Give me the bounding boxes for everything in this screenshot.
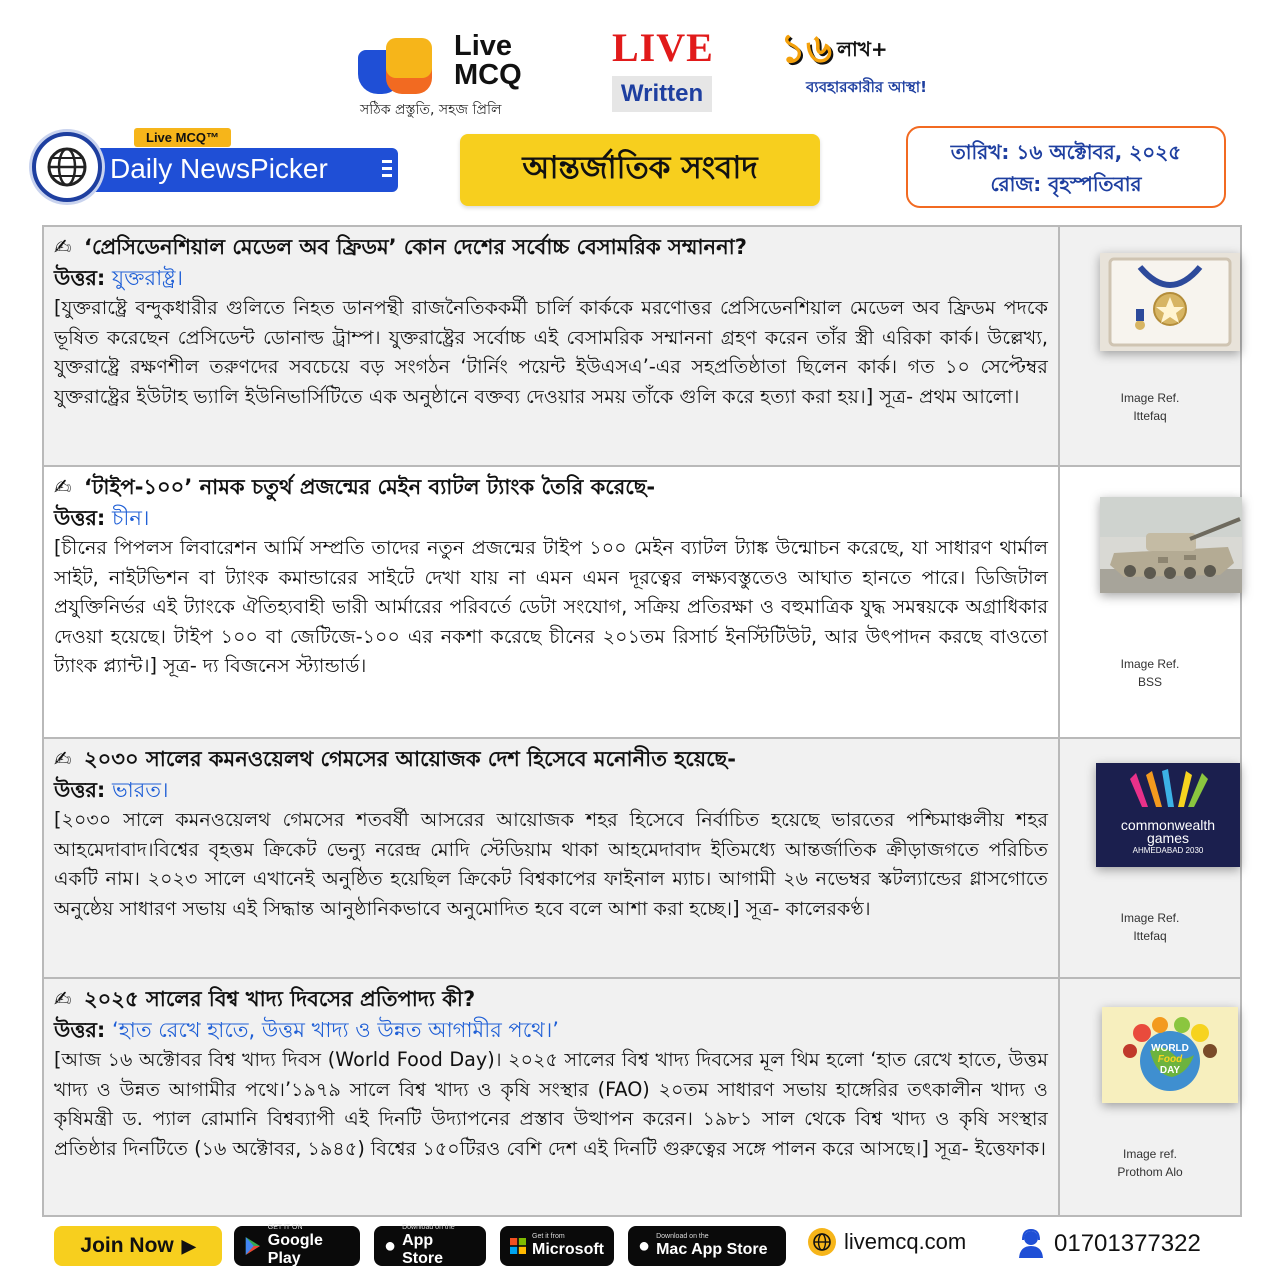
google-play-icon	[244, 1235, 262, 1257]
phone-user-icon	[1016, 1228, 1046, 1260]
medal-image	[1100, 253, 1240, 351]
livemcq-wordmark: Live MCQ	[454, 30, 522, 91]
image-ref: Image ref. Prothom Alo	[1117, 1147, 1183, 1179]
question-row	[44, 227, 1240, 467]
explanation-text: [যুক্তরাষ্ট্রে বন্দুকধারীর গুলিতে নিহত ডানপন্থী রাজনৈতিককর্মী চার্লি কার্ককে মরণোত্তর প্রেসিডেনশিয়াল মেডেল অব ফ্রিডম পদকে ভূষিত করেছেন প্রেসিডেন্ট ডোনাল্ড ট্রাম্প। যুক্তরাষ্ট্রের সর্বোচ্চ এই বেসামরিক সম্মাননা গ্রহণ করেন তাঁর স্ত্রী এরিকা কার্ক। উল্লেখ্য, যুক্তরাষ্ট্রে রক্ষণশীল তরুণদের সবচেয়ে বড় সংগঠন ‘টার্নিং পয়েন্ট ইউএসএ’-এর সহপ্রতিষ্ঠাতা ছিলেন কার্ক। গত ১০ সেপ্টেম্বর যুক্তরাষ্ট্রের ইউটাহ ভ্যালি ইউনিভার্সিটিতে এক অনুষ্ঠানে বক্তব্য দেওয়ার সময় তাঁকে গুলি করে হত্যা করা হয়।] সূত্র- প্রথম আলো।	[54, 296, 1048, 408]
question-cell	[44, 467, 1060, 737]
phone-text: 01701377322	[1054, 1230, 1201, 1257]
question-cell	[44, 739, 1060, 977]
writing-hand-icon: ✍	[54, 235, 72, 259]
newspicker-title: Daily NewsPicker	[110, 153, 328, 184]
question-text: ✍ ২০৩০ সালের কমনওয়েলথ গেমসের আয়োজক দেশ হিসেবে মনোনীত হয়েছে-	[54, 743, 1048, 775]
section-title: আন্তর্জাতিক সংবাদ	[522, 150, 758, 186]
users-badge	[780, 26, 980, 118]
answer-value: ভারত।	[112, 778, 169, 802]
users-tagline: ব্যবহারকারীর আস্থা!	[806, 78, 928, 96]
day-line: রোজ: বৃহস্পতিবার	[990, 172, 1142, 196]
image-ref: Image Ref. Ittefaq	[1120, 391, 1180, 423]
newspicker-badge: Live MCQ™	[134, 128, 231, 147]
question-text: ✍ ‘টাইপ-১০০’ নামক চতুর্থ প্রজন্মের মেইন ব্যাটল ট্যাংক তৈরি করেছে-	[54, 471, 1048, 503]
header-logos	[0, 22, 1280, 122]
website-link[interactable]	[808, 1228, 966, 1256]
answer-line: উত্তর: চীন।	[54, 506, 150, 530]
globe-icon	[32, 132, 102, 202]
world-food-day-image	[1102, 1007, 1238, 1103]
question-cell	[44, 227, 1060, 465]
question-row	[44, 467, 1240, 739]
image-ref: Image Ref. BSS	[1120, 657, 1180, 689]
join-now-button[interactable]	[54, 1226, 222, 1266]
answer-value: ‘হাত রেখে হাতে, উত্তম খাদ্য ও উন্নত আগামীর পথে।’	[112, 1018, 559, 1042]
image-cell	[1060, 979, 1240, 1215]
join-now-label: Join Now	[80, 1234, 174, 1257]
menu-lines-icon	[382, 160, 392, 181]
users-suffix: লাখ+	[837, 37, 888, 61]
wfd-text-2: Food	[1157, 1054, 1183, 1065]
question-table	[42, 225, 1242, 1217]
written-text: Written	[612, 76, 712, 112]
tank-image	[1100, 497, 1242, 593]
section-banner	[460, 134, 820, 206]
livemcq-logo[interactable]	[358, 30, 558, 122]
livemcq-mark-icon	[358, 38, 438, 98]
live-written-logo[interactable]	[612, 26, 712, 118]
writing-hand-icon: ✍	[54, 987, 72, 1011]
play-arrow-icon: ▶	[181, 1235, 196, 1256]
question-text: ✍ ২০২৫ সালের বিশ্ব খাদ্য দিবসের প্রতিপাদ্য কী?	[54, 983, 1048, 1015]
answer-line: উত্তর: যুক্তরাষ্ট্র।	[54, 266, 184, 290]
apple-icon: ●	[384, 1234, 397, 1257]
question-cell	[44, 979, 1060, 1215]
footer	[0, 1222, 1280, 1272]
explanation-text: [আজ ১৬ অক্টোবর বিশ্ব খাদ্য দিবস (World Food Day)। ২০২৫ সালের বিশ্ব খাদ্য দিবসের মূল থিম হলো ‘হাত রেখে হাতে, উত্তম খাদ্য ও উন্নত আগামীর পথে।’১৯৭৯ সালে বিশ্ব খাদ্য ও কৃষি সংস্থার (FAO) ২০তম সাধারণ সভায় হাঙ্গেরির তৎকালীন খাদ্য ও কৃষিমন্ত্রী ড. প্যাল রোমানি বিশ্বব্যাপী এই দিনটি উদ্যাপনের প্রস্তাব উত্থাপন করেন। ১৯৮১ সাল থেকে বিশ্ব খাদ্য ও কৃষি সংস্থার প্রতিষ্ঠার দিনটিতে (১৬ অক্টোবর, ১৯৪৫) বিশ্বের ১৫০টিরও বেশি দেশ এই দিনটি গুরুত্বের সঙ্গে পালন করে আসছে।] সূত্র- ইত্তেফাক।	[54, 1048, 1048, 1160]
cwg-text-2: games	[1146, 830, 1190, 846]
phone-link[interactable]	[1016, 1228, 1201, 1260]
apple-icon: ●	[638, 1234, 651, 1257]
image-cell	[1060, 739, 1240, 977]
commonwealth-games-image	[1096, 763, 1240, 867]
google-play-button[interactable]: GET IT ON Google Play	[234, 1226, 360, 1266]
microsoft-icon	[510, 1236, 526, 1256]
wfd-text-1: WORLD	[1151, 1043, 1189, 1054]
question-row	[44, 739, 1240, 979]
question-row	[44, 979, 1240, 1215]
website-text: livemcq.com	[844, 1229, 967, 1254]
image-cell	[1060, 227, 1240, 465]
cwg-text-1: commonwealth	[1120, 817, 1216, 833]
microsoft-store-button[interactable]: Get it from Microsoft	[500, 1226, 614, 1266]
answer-value: চীন।	[112, 506, 150, 530]
cwg-text-3: AHMEDABAD 2030	[1132, 846, 1204, 855]
app-store-button[interactable]: ● Download on the App Store	[374, 1226, 486, 1266]
image-cell	[1060, 467, 1240, 737]
explanation-text: [চীনের পিপলস লিবারেশন আর্মি সম্প্রতি তাদের নতুন প্রজন্মের টাইপ ১০০ মেইন ব্যাটল ট্যাঙ্ক উন্মোচন করেছে, যা সাধারণ থার্মাল সাইট, নাইটভিশন বা ট্যাংক কমান্ডারের সাইটে দেখা যায় না এমন এমন দূরত্বের লক্ষ্যবস্তুতেও আঘাত হানতে পারে। ডিজিটাল প্রযুক্তিনির্ভর এই ট্যাংকে ঐতিহ্যবাহী ভারী আর্মারের পরিবর্তে ডেটা সংযোগ, সক্রিয় প্রতিরক্ষা ও বহুমাত্রিক যুদ্ধ সমন্বয়কে অগ্রাধিকার দেওয়া হয়েছে। টাইপ ১০০ বা জেটিজে-১০০ এর নকশা করেছে চীনের ২০১তম রিসার্চ ইনস্টিটিউট, আর উৎপাদন করছে বাওতো ট্যাংক প্ল্যান্ট।] সূত্র- দ্য বিজনেস স্ট্যান্ডার্ড।	[54, 536, 1048, 677]
date-line: তারিখ: ১৬ অক্টোবর, ২০২৫	[950, 140, 1182, 164]
newspicker-logo	[30, 128, 402, 204]
web-icon	[808, 1228, 836, 1256]
livemcq-tagline: সঠিক প্রস্তুতি, সহজ প্রিলি	[360, 102, 502, 118]
users-number: ১৬	[780, 26, 832, 72]
writing-hand-icon: ✍	[54, 747, 72, 771]
writing-hand-icon: ✍	[54, 475, 72, 499]
answer-value: যুক্তরাষ্ট্র।	[112, 266, 184, 290]
answer-line: উত্তর: ভারত।	[54, 778, 169, 802]
mac-app-store-button[interactable]: ● Download on the Mac App Store	[628, 1226, 786, 1266]
image-ref: Image Ref. Ittefaq	[1120, 911, 1180, 943]
live-text: LIVE	[612, 25, 714, 70]
wfd-text-3: DAY	[1159, 1065, 1181, 1076]
question-text: ✍ ‘প্রেসিডেনশিয়াল মেডেল অব ফ্রিডম’ কোন দেশের সর্বোচ্চ বেসামরিক সম্মাননা?	[54, 231, 1048, 263]
date-box	[906, 126, 1226, 208]
explanation-text: [২০৩০ সালে কমনওয়েলথ গেমসের শতবর্ষী আসরের আয়োজক শহর হিসেবে নির্বাচিত হয়েছে ভারতের পশ্চিমাঞ্চলীয় শহর আহমেদাবাদ।বিশ্বের বৃহত্তম ক্রিকেট ভেন্যু নরেন্দ্র মোদি স্টেডিয়াম থাকা আহমেদাবাদ ইতিমধ্যে আন্তর্জাতিক ক্রীড়াজগতে পরিচিত একটি নাম। ২০২৩ সালে এখানেই অনুষ্ঠিত হয়েছিল ক্রিকেট বিশ্বকাপের ফাইনাল ম্যাচ। আগামী ২৬ নভেম্বর স্কটল্যান্ডের গ্লাসগোতে অনুষ্ঠেয় সাধারণ সভায় এই সিদ্ধান্ত আনুষ্ঠানিকভাবে অনুমোদিত হবে বলে আশা করা হচ্ছে।] সূত্র- কালেরকণ্ঠ।	[54, 808, 1048, 920]
answer-line: উত্তর: ‘হাত রেখে হাতে, উত্তম খাদ্য ও উন্নত আগামীর পথে।’	[54, 1018, 559, 1042]
